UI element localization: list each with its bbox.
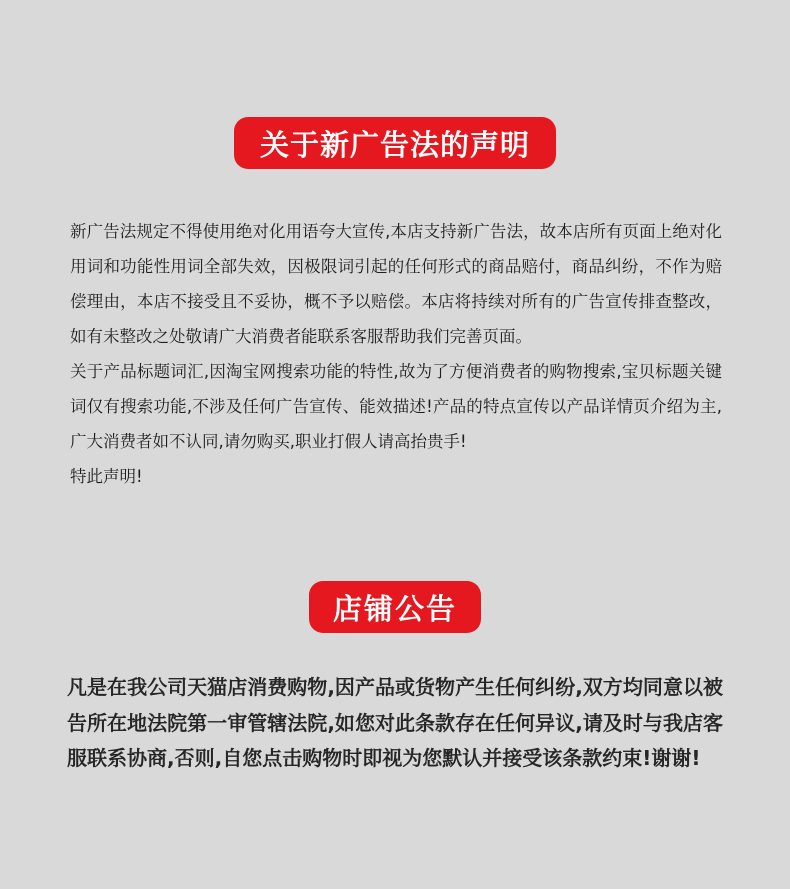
store-notice-title: 店铺公告 [309,581,481,633]
declaration-closing: 特此声明! [70,467,143,486]
store-notice-text: 凡是在我公司天猫店消费购物,因产品或货物产生任何纠纷,双方均同意以被告所在地法院第一审管辖法院,如您对此条款存在任何异议,请及时与我店客服联系协商,否则,自您点击购物时即视为您默认并接受该条款约束!谢谢! [67,675,723,770]
declaration-title: 关于新广告法的声明 [234,117,556,169]
store-notice-body [67,670,723,777]
declaration-paragraph-1: 新广告法规定不得使用绝对化用语夸大宣传,本店支持新广告法，故本店所有页面上绝对化用词和功能性用词全部失效，因极限词引起的任何形式的商品赔付，商品纠纷，不作为赔偿理由，本店不接受且不妥协，概不予以赔偿。本店将持续对所有的广告宣传排查整改，如有未整改之处敬请广大消费者能联系客服帮助我们完善页面。 [70,222,722,346]
declaration-body [70,214,722,494]
declaration-paragraph-2: 关于产品标题词汇,因淘宝网搜索功能的特性,故为了方便消费者的购物搜索,宝贝标题关键词仅有搜索功能,不涉及任何广告宣传、能效描述!产品的特点宣传以产品详情页介绍为主,广大消费者如不认同,请勿购买,职业打假人请高抬贵手! [70,362,722,451]
